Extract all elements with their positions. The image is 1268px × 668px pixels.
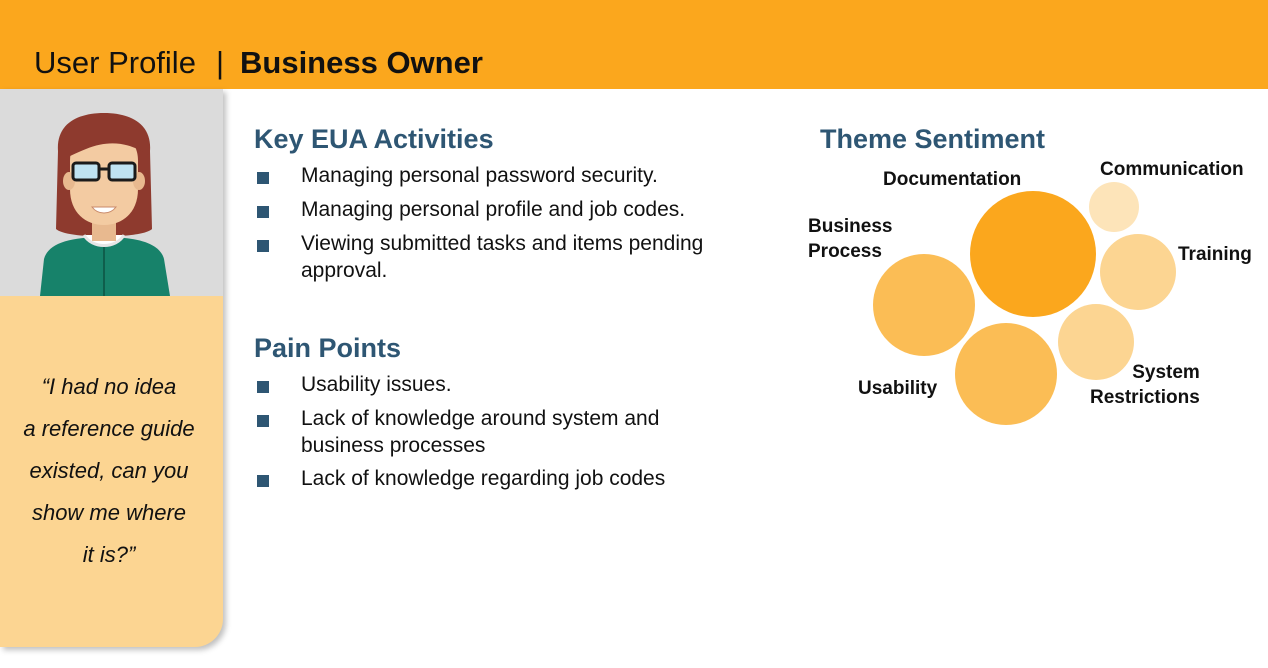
title-prefix: User Profile [34,45,196,80]
theme-sentiment-title: Theme Sentiment [820,124,1046,154]
quote-line: show me where [31,500,187,525]
quote-line: “I had no idea [41,374,177,399]
bullet-square-icon [257,381,269,393]
list-item-text: Usability issues. [301,373,452,396]
theme-label-line: Documentation [883,169,1022,190]
theme-label-training [1178,242,1252,267]
theme-label-business-process [808,214,892,264]
list-item-text: Managing personal password security. [301,164,658,187]
woman-with-glasses-avatar-icon [0,89,223,296]
theme-label-line: Usability [858,378,938,399]
list-item [254,371,774,398]
bullet-square-icon [257,240,269,252]
bubble-business-process [873,254,975,356]
list-item-text: Managing personal profile and job codes. [301,198,686,221]
list-item-text-continued: approval. [301,259,388,282]
bubble-training [1100,234,1176,310]
list-item-text-continued: business processes [301,434,486,457]
list-item [254,196,774,223]
theme-label-line: Business [808,216,893,237]
quote-line: it is?” [82,542,136,567]
theme-label-usability [858,376,937,401]
list-item [254,230,774,284]
bubble-communication [1089,182,1139,232]
list-item-text: Lack of knowledge regarding job codes [301,467,666,490]
page-title [34,44,483,82]
activities-title: Key EUA Activities [254,124,494,154]
bubble-documentation [970,191,1096,317]
theme-label-line: Process [808,241,882,262]
list-item-text: Lack of knowledge around system and [301,407,660,430]
pain-points-list [254,371,774,492]
profile-card [0,89,223,647]
activities-list [254,162,774,284]
list-item-text: Viewing submitted tasks and items pending [301,232,704,255]
bullet-square-icon [257,172,269,184]
theme-label-system-restrictions [1090,360,1200,410]
theme-label-line: Restrictions [1090,387,1200,408]
theme-label-line: System [1132,362,1200,383]
list-item [254,405,774,459]
theme-label-communication [1100,157,1244,182]
profile-quote [0,366,218,576]
bubble-usability [955,323,1057,425]
quote-line: a reference guide [23,416,195,441]
bullet-square-icon [257,206,269,218]
pain-points-title: Pain Points [254,333,402,363]
title-separator: | [215,45,224,80]
list-item [254,465,774,492]
theme-label-line: Training [1178,244,1252,265]
theme-label-documentation [883,167,1021,192]
quote-line: existed, can you [29,458,189,483]
bullet-square-icon [257,475,269,487]
theme-label-line: Communication [1100,159,1244,180]
bullet-square-icon [257,415,269,427]
avatar-panel [0,89,223,296]
list-item [254,162,774,189]
title-main: Business Owner [240,45,483,80]
